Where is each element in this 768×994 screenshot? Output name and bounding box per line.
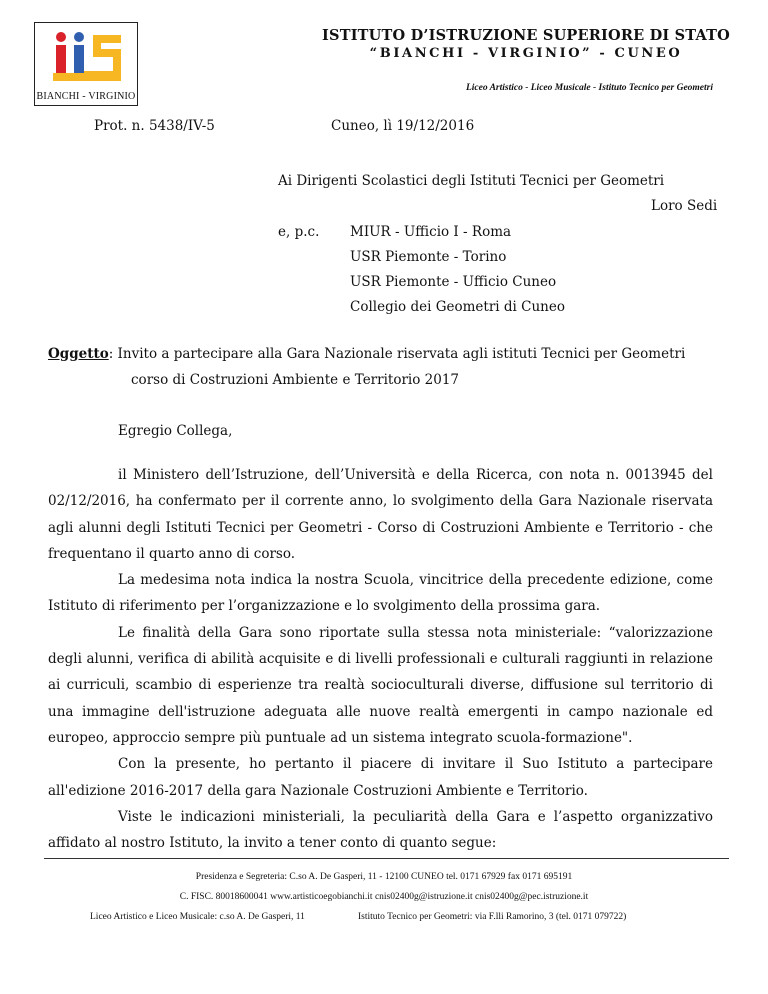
body-paragraph: il Ministero dell’Istruzione, dell’Università e della Ricerca, con nota n. 0013945 del 02/12/2016, ha confermato per il corrente anno, lo svolgimento della Gara Nazionale riservata agli alunni degli Istituti Tecnici per Geometri - Corso di Costruzioni Ambiente e Territorio - che frequentano il quarto anno di corso. <box>48 467 713 562</box>
subject-line <box>48 346 685 362</box>
subject-line-2: corso di Costruzioni Ambiente e Territorio 2017 <box>131 372 460 388</box>
place-date: Cuneo, lì 19/12/2016 <box>331 118 475 134</box>
body-paragraph: Le finalità della Gara sono riportate sulla stessa nota ministeriale: “valorizzazione degli alunni, verifica di abilità acquisite e di livelli professionali e culturali raggiunti in relazione ai curriculi, scambio di esperienze tra realtà socioculturali diverse, diffusione sul territorio di una immagine dell'istruzione adeguata alle nuove realtà emergenti in campo nazionale ed europeo, approccio sempre più puntuale ad un sistema integrato scuola-formazione". <box>48 624 713 746</box>
footer-liceo-address: Liceo Artistico e Liceo Musicale: c.so A. De Gasperi, 11 <box>90 912 305 922</box>
institute-title: ISTITUTO D’ISTRUZIONE SUPERIORE DI STATO <box>322 27 730 44</box>
school-logo <box>34 22 138 106</box>
cc-item: Collegio dei Geometri di Cuneo <box>350 299 565 315</box>
cc-label: e, p.c. <box>278 224 320 240</box>
subject-text: : Invito a partecipare alla Gara Nazionale riservata agli istituti Tecnici per Geometri <box>108 346 686 362</box>
letter-body <box>48 462 713 856</box>
cc-item: USR Piemonte - Ufficio Cuneo <box>350 274 557 290</box>
footer-divider <box>44 858 729 859</box>
footer-address: Presidenza e Segreteria: C.so A. De Gasperi, 11 - 12100 CUNEO tel. 0171 67929 fax 0171 695191 <box>195 872 573 882</box>
body-paragraph: Con la presente, ho pertanto il piacere di invitare il Suo Istituto a partecipare all'edizione 2016-2017 della gara Nazionale Costruzioni Ambiente e Territorio. <box>48 756 713 799</box>
footer-contacts: C. FISC. 80018600041 www.artisticoegobianchi.it cnis02400g@istruzione.it cnis02400g@pec.istruzione.it <box>179 892 589 902</box>
cc-item: USR Piemonte - Torino <box>350 249 507 265</box>
cc-item: MIUR - Ufficio I - Roma <box>350 224 512 240</box>
body-paragraph: Viste le indicazioni ministeriali, la peculiarità della Gara e l’aspetto organizzativo affidato al nostro Istituto, la invito a tener conto di quanto segue: <box>48 808 713 852</box>
greeting: Egregio Collega, <box>118 423 233 439</box>
protocol-number: Prot. n. 5438/IV-5 <box>94 118 215 134</box>
addressee-sedi: Loro Sedi <box>651 198 718 214</box>
institute-name: “BIANCHI - VIRGINIO” - CUNEO <box>369 46 683 61</box>
iis-logo-icon <box>35 23 137 89</box>
addressee-line: Ai Dirigenti Scolastici degli Istituti Tecnici per Geometri <box>278 173 665 189</box>
subject-label: Oggetto <box>48 346 109 362</box>
footer-geometri-address: Istituto Tecnico per Geometri: via F.lli Ramorino, 3 (tel. 0171 079722) <box>358 912 627 922</box>
logo-caption: BIANCHI - VIRGINIO <box>36 91 136 102</box>
schools-subtitle: Liceo Artistico - Liceo Musicale - Istituto Tecnico per Geometri <box>465 83 713 93</box>
body-paragraph: La medesima nota indica la nostra Scuola, vincitrice della precedente edizione, come Istituto di riferimento per l’organizzazione e lo svolgimento della prossima gara. <box>48 572 713 615</box>
